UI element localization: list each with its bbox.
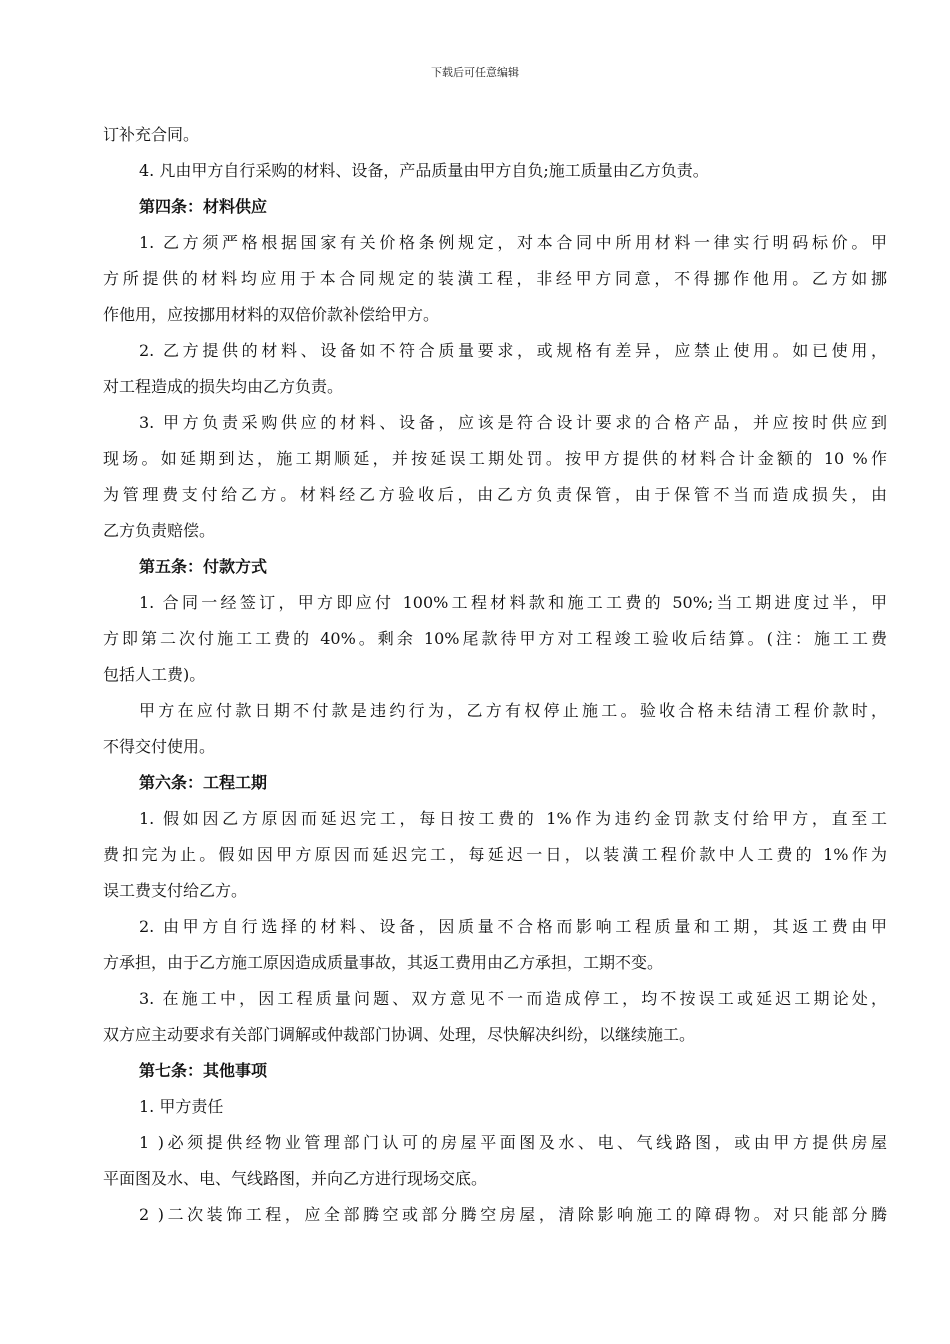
section-heading: 第七条：其他事项 xyxy=(139,1061,268,1080)
paragraph-line: 包括人工费)。 xyxy=(103,665,206,684)
paragraph-line: 现场。如延期到达，施工期顺延，并按延误工期处罚。按甲方提供的材料合计金额的 10 %作 xyxy=(103,449,887,468)
paragraph-line: 方即第二次付施工工费的 40%。剩余 10%尾款待甲方对工程竣工验收后结算。(注：施工工费 xyxy=(103,629,887,648)
paragraph-line: 1. 甲方责任 xyxy=(139,1097,224,1116)
paragraph-line: 方承担，由于乙方施工原因造成质量事故，其返工费用由乙方承担，工期不变。 xyxy=(103,953,664,972)
paragraph-line: 1. 合同一经签订，甲方即应付 100%工程材料款和施工工费的 50%;当工期进度过半，甲 xyxy=(139,593,887,612)
paragraph-line: 2 )二次装饰工程，应全部腾空或部分腾空房屋，清除影响施工的障碍物。对只能部分腾 xyxy=(139,1205,887,1224)
section-heading: 第五条：付款方式 xyxy=(139,557,268,576)
document-body xyxy=(103,117,887,1233)
paragraph-line: 乙方负责赔偿。 xyxy=(103,521,216,540)
paragraph-line: 1. 乙方须严格根据国家有关价格条例规定，对本合同中所用材料一律实行明码标价。甲 xyxy=(139,233,887,252)
paragraph-line: 费扣完为止。假如因甲方原因而延迟完工，每延迟一日，以装潢工程价款中人工费的 1%作为 xyxy=(103,845,887,864)
page-header: 下载后可任意编辑 xyxy=(431,66,519,79)
paragraph-line: 1 )必须提供经物业管理部门认可的房屋平面图及水、电、气线路图，或由甲方提供房屋 xyxy=(139,1133,887,1152)
paragraph-line: 误工费支付给乙方。 xyxy=(103,881,248,900)
paragraph-line: 双方应主动要求有关部门调解或仲裁部门协调、处理，尽快解决纠纷，以继续施工。 xyxy=(103,1025,696,1044)
paragraph-line: 甲方在应付款日期不付款是违约行为，乙方有权停止施工。验收合格未结清工程价款时， xyxy=(139,701,887,720)
paragraph-line: 1. 假如因乙方原因而延迟完工，每日按工费的 1%作为违约金罚款支付给甲方，直至工 xyxy=(139,809,887,828)
paragraph-line: 对工程造成的损失均由乙方负责。 xyxy=(103,377,344,396)
paragraph-line: 4. 凡由甲方自行采购的材料、设备，产品质量由甲方自负;施工质量由乙方负责。 xyxy=(139,161,709,180)
paragraph-line: 平面图及水、电、气线路图，并向乙方进行现场交底。 xyxy=(103,1169,488,1188)
paragraph-line: 为管理费支付给乙方。材料经乙方验收后，由乙方负责保管，由于保管不当而造成损失，由 xyxy=(103,485,887,504)
section-heading: 第四条：材料供应 xyxy=(139,197,268,216)
paragraph-line: 订补充合同。 xyxy=(103,125,200,144)
paragraph-line: 3. 在施工中，因工程质量问题、双方意见不一而造成停工，均不按误工或延迟工期论处， xyxy=(139,989,887,1008)
paragraph-line: 3. 甲方负责采购供应的材料、设备，应该是符合设计要求的合格产品，并应按时供应到 xyxy=(139,413,887,432)
section-heading: 第六条：工程工期 xyxy=(139,773,268,792)
paragraph-line: 作他用，应按挪用材料的双倍价款补偿给甲方。 xyxy=(103,305,440,324)
paragraph-line: 不得交付使用。 xyxy=(103,737,216,756)
paragraph-line: 方所提供的材料均应用于本合同规定的装潢工程，非经甲方同意，不得挪作他用。乙方如挪 xyxy=(103,269,887,288)
paragraph-line: 2. 乙方提供的材料、设备如不符合质量要求，或规格有差异，应禁止使用。如已使用， xyxy=(139,341,887,360)
paragraph-line: 2. 由甲方自行选择的材料、设备，因质量不合格而影响工程质量和工期，其返工费由甲 xyxy=(139,917,887,936)
